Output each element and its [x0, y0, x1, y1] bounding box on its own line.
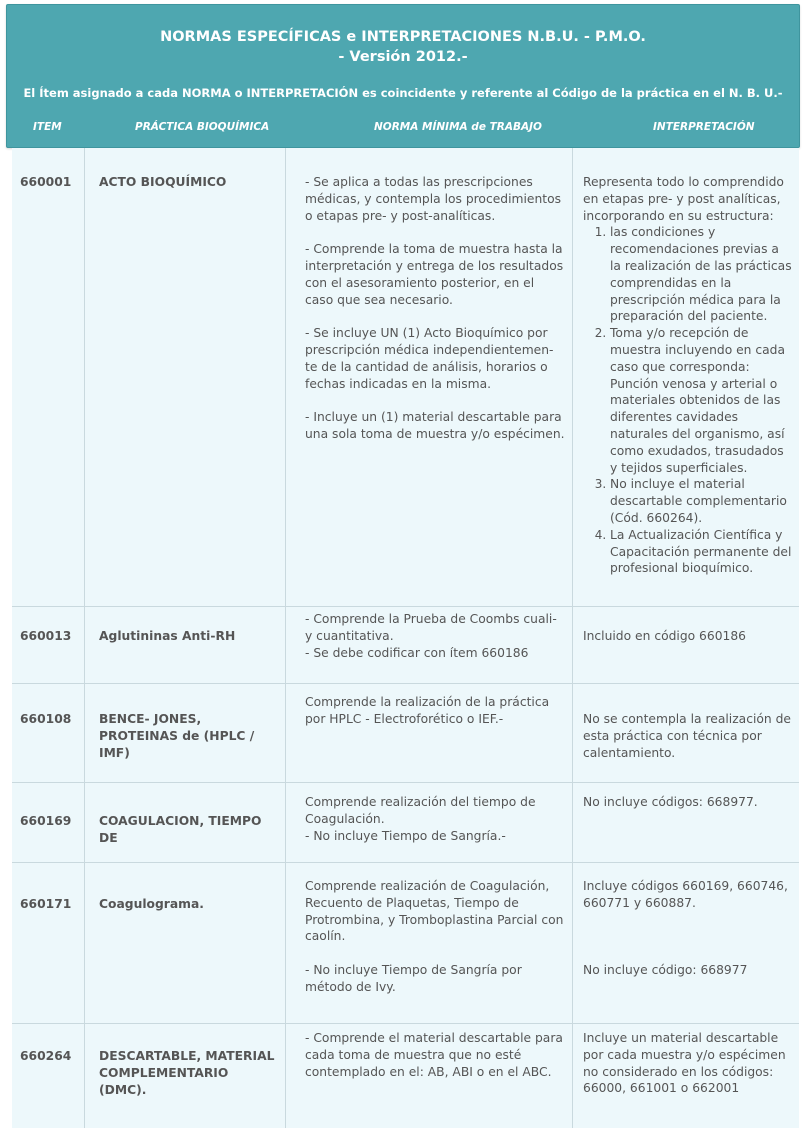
- norma-cell: [305, 694, 565, 728]
- list-item: 2. Toma y/o recepción de muestra incluyendo en cada caso que corresponda: Punción venosa y arterial o materiales obtenidos de las diferentes cavidades naturales del organismo, así como exudados, trasudados y tejidos superficiales.: [610, 325, 793, 476]
- interpretacion-text: No incluye código: 668977: [583, 962, 748, 977]
- row-divider: [12, 606, 799, 607]
- norma-cell: [305, 794, 565, 844]
- practice-name: Coagulograma.: [99, 897, 204, 911]
- interpretacion-cell: [583, 1030, 795, 1097]
- row-divider: [12, 1023, 799, 1024]
- row-divider: [12, 782, 799, 783]
- column-header-practica: PRÁCTICA BIOQUÍMICA: [135, 121, 270, 133]
- interpretacion-text: Incluye un material descartable por cada muestra y/o espécimen no considerado en los códigos: 66000, 661001 o 662001: [583, 1031, 786, 1096]
- interpretacion-cell: [583, 711, 793, 761]
- practice-name: DESCARTABLE, MATERIAL COMPLEMENTARIO (DMC).: [99, 1049, 275, 1097]
- norma-paragraph: - Incluye un (1) material descartable para una sola toma de muestra y/o espécimen.: [305, 410, 565, 441]
- column-header-item: ITEM: [33, 121, 62, 133]
- item-code: 660171: [20, 897, 72, 911]
- practice-name: Aglutininas Anti-RH: [99, 629, 236, 643]
- interpretacion-cell: [583, 628, 793, 645]
- column-divider: [84, 148, 85, 1128]
- interpretacion-text: Incluido en código 660186: [583, 629, 746, 643]
- item-code: 660013: [20, 629, 72, 643]
- norma-paragraph: - Comprende la Prueba de Coombs cuali- y cuantitativa.: [305, 612, 557, 643]
- practice-name: COAGULACION, TIEMPO DE: [99, 814, 262, 845]
- interpretacion-cell: [583, 794, 793, 811]
- column-divider: [285, 148, 286, 1128]
- norma-paragraph: - Se debe codificar con ítem 660186: [305, 645, 529, 660]
- column-header-norma: NORMA MÍNIMA de TRABAJO: [374, 121, 542, 133]
- norma-cell: [305, 611, 565, 661]
- list-item: 4. La Actualización Científica y Capacitación permanente del profesional bioquímico.: [610, 527, 793, 577]
- norma-paragraph: - Comprende la toma de muestra hasta la interpretación y entrega de los resultados con el asesoramiento posterior, en el caso que sea necesario.: [305, 242, 564, 307]
- row-divider: [12, 683, 799, 684]
- document-version: - Versión 2012.-: [338, 49, 468, 65]
- item-code: 660264: [20, 1049, 72, 1063]
- norma-paragraph: Comprende realización del tiempo de Coagulación.: [305, 795, 536, 826]
- column-header-interpretacion: INTERPRETACIÓN: [653, 121, 755, 133]
- table-header-banner: [6, 4, 800, 148]
- interpretacion-text: No se contempla la realización de esta práctica con técnica por calentamiento.: [583, 712, 791, 760]
- document-subtitle: El Ítem asignado a cada NORMA o INTERPRETACIÓN es coincidente y referente al Código de la práctica en el N. B. U.-: [23, 86, 783, 100]
- norma-paragraph: - No incluye Tiempo de Sangría.-: [305, 828, 506, 843]
- norma-paragraph: - No incluye Tiempo de Sangría por método de Ivy.: [305, 962, 522, 994]
- norma-paragraph: - Se incluye UN (1) Acto Bioquímico por prescripción médica independientemen-te de la cantidad de análisis, horarios o fechas indicadas en la misma.: [305, 326, 554, 391]
- practice-name: BENCE- JONES, PROTEINAS de (HPLC / IMF): [99, 712, 255, 760]
- norma-paragraph: - Comprende el material descartable para cada toma de muestra que no esté contemplado en el: AB, ABI o en el ABC.: [305, 1031, 563, 1079]
- column-divider: [572, 148, 573, 1128]
- interpretacion-cell: [583, 174, 793, 577]
- norma-paragraph: Comprende realización de Coagulación, Recuento de Plaquetas, Tiempo de Protrombina, y Tromboplastina Parcial con caolín.: [305, 879, 564, 944]
- item-code: 660001: [20, 175, 72, 189]
- norma-cell: [305, 1030, 565, 1080]
- norma-cell: [305, 174, 565, 443]
- row-divider: [12, 862, 799, 863]
- interpretacion-cell: [583, 878, 795, 979]
- item-code: 660108: [20, 712, 72, 726]
- document-title: NORMAS ESPECÍFICAS e INTERPRETACIONES N.B.U. - P.M.O.: [160, 29, 646, 45]
- list-item: 1. las condiciones y recomendaciones previas a la realización de las prácticas comprendidas en la prescripción médica para la preparación del paciente.: [610, 224, 793, 325]
- item-code: 660169: [20, 814, 72, 828]
- practice-name: ACTO BIOQUÍMICO: [99, 175, 227, 189]
- interpretacion-text: Incluye códigos 660169, 660746, 660771 y 660887.: [583, 879, 788, 910]
- interpretacion-list: [583, 224, 793, 577]
- norma-paragraph: Comprende la realización de la práctica por HPLC - Electroforético o IEF.-: [305, 695, 550, 726]
- list-item: 3. No incluye el material descartable complementario (Cód. 660264).: [610, 476, 793, 526]
- normas-table: [12, 148, 799, 1128]
- norma-paragraph: - Se aplica a todas las prescripciones médicas, y contempla los procedimientos o etapas pre- y post-analíticas.: [305, 175, 562, 223]
- interpretacion-text: No incluye códigos: 668977.: [583, 795, 758, 809]
- interpretacion-intro: Representa todo lo comprendido en etapas pre- y post analíticas, incorporando en su estructura:: [583, 175, 784, 223]
- norma-cell: [305, 878, 565, 996]
